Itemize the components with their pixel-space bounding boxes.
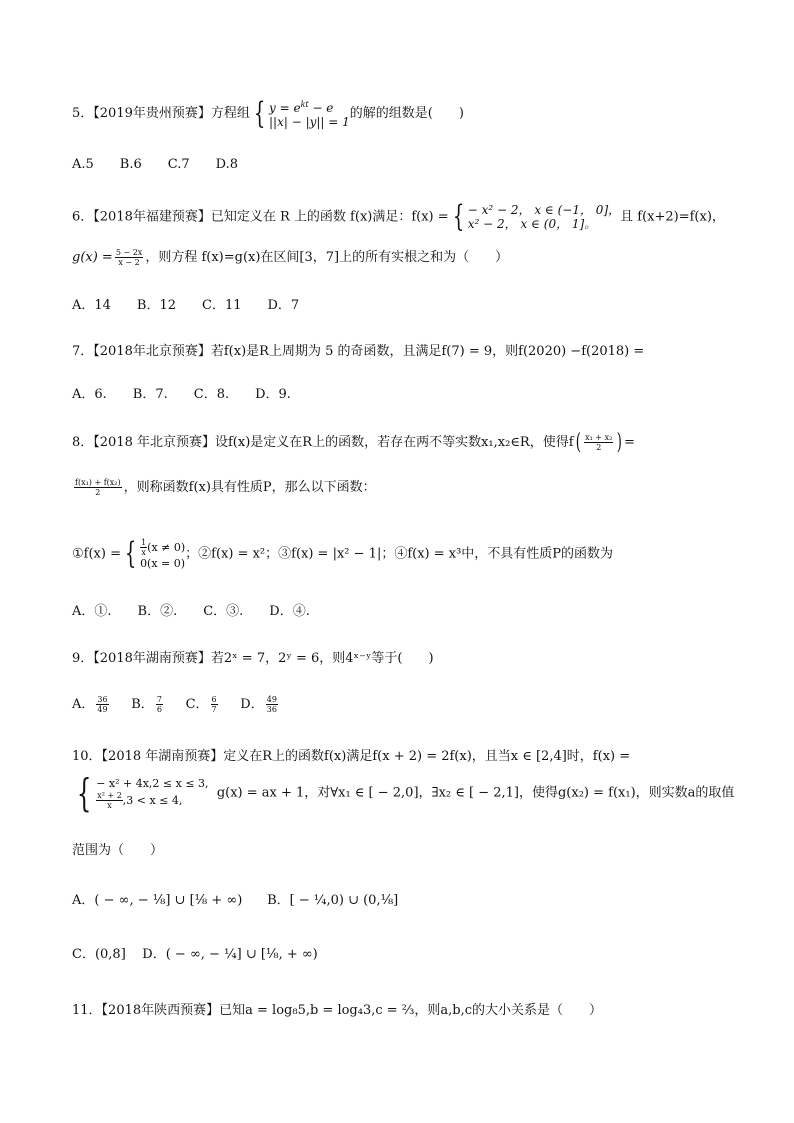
q10-piecewise — [96, 776, 208, 810]
q8-fraction-1: $\frac{\text{x₁ + x₂}}{2}$ — [585, 433, 613, 452]
q6-brace: { — [452, 199, 464, 234]
q8-line1: 设f(x)是定义在R上的函数，若存在两不等实数x₁,x₂∈R，使得f — [215, 435, 574, 450]
q8-left-paren: ( — [575, 429, 581, 455]
q6-case1: − x² − 2， x ∈ (−1， 0]， — [467, 203, 621, 217]
q8-line3-post: ；②f(x) = x²；③f(x) = |x² − 1|；④f(x) = x³中，不具有性质P的函数为 — [185, 546, 614, 562]
q10-brace: { — [76, 771, 92, 815]
q10-line2-post: g(x) = ax + 1，对∀x₁ ∈ [ − 2,0]，∃x₂ ∈ [ − 2,1]，使得g(x₂) = f(x₁)，则实数a的取值 — [216, 785, 735, 801]
question-8 — [72, 429, 635, 455]
q10-option-b: B．[ − ¼,0) ∪ (0,⅛] — [267, 893, 399, 908]
q6-piecewise — [468, 203, 620, 231]
q8-source-tag: 【2018 年北京预赛】 — [93, 435, 215, 450]
q10-options-ab — [72, 892, 398, 910]
q9-stem: 若2ˣ = 7，2ʸ = 6，则4ˣ⁻ʸ等于( ) — [210, 651, 434, 666]
q10-line1: 定义在R上的函数f(x)满足f(x + 2) = 2f(x)，且当x ∈ [2,4]时，f(x) = — [223, 749, 631, 764]
question-11 — [72, 1002, 602, 1020]
q10-line3: 范围为（ ） — [72, 843, 164, 858]
q9-option-b: B． $\frac{7}{6}$ — [131, 695, 162, 714]
q7-options: A．6. B．7. C．8. D．9. — [72, 387, 291, 402]
q5-eq2: ||x| − |y|| = 1 — [268, 115, 350, 129]
q5-stem-pre: 方程组 — [210, 106, 250, 121]
q9-option-d: D． $\frac{49}{36}$ — [240, 695, 277, 714]
q8-line2-post: ，则称函数f(x)具有性质P，那么以下函数： — [123, 480, 376, 495]
q8-fraction-2: $\frac{\text{f(x₁) + f(x₂)}}{2}$ — [75, 478, 121, 497]
q6-stem-pre: 已知定义在 R 上的函数 f(x)满足：f(x) = — [210, 209, 449, 225]
q5-options: A.5 B.6 C.7 D.8 — [72, 157, 238, 172]
question-10 — [72, 748, 630, 766]
q11-stem: 已知a = log₈5,b = log₄3,c = ⅔，则a,b,c的大小关系是（ ） — [219, 1003, 603, 1018]
q8-line1-tail: = — [623, 435, 635, 450]
q10-options-cd — [72, 946, 318, 964]
q11-number: 11． — [72, 1003, 102, 1018]
question-7 — [72, 343, 644, 361]
q6-line2-post: ，则方程 f(x)=g(x)在区间[3，7]上的所有实根之和为（ ） — [145, 250, 509, 265]
q10-option-a: A．( − ∞, − ⅛] ∪ [⅛ + ∞) — [72, 893, 243, 908]
q8-case1: $\frac{1}{x}$ (x ≠ 0) — [141, 538, 186, 557]
q10-line2 — [72, 771, 735, 815]
q7-number: 7． — [72, 344, 94, 359]
q10-option-d: D．( − ∞, − ¼] ∪ [⅛, + ∞) — [142, 947, 318, 962]
q9-options — [72, 695, 280, 714]
q5-stem-post: 的解的组数是( ) — [349, 106, 464, 121]
q9-number: 9． — [72, 651, 94, 666]
question-5 — [72, 95, 464, 131]
q7-stem: 若f(x)是R上周期为 5 的奇函数，且满足f(7) = 9，则f(2020) −f(2018) = — [210, 344, 645, 359]
q6-source-tag: 【2018年福建预赛】 — [93, 209, 211, 225]
q9-source-tag: 【2018年湖南预赛】 — [93, 651, 211, 666]
q6-fraction: $\frac{5 - 2x}{x - 2}$ — [115, 248, 143, 267]
q8-right-paren: ) — [617, 429, 623, 455]
q5-number: 5． — [72, 106, 94, 121]
q7-source-tag: 【2018年北京预赛】 — [93, 344, 211, 359]
q8-options: A．①. B．②. C．③. D．④. — [72, 604, 310, 619]
q5-brace: { — [253, 95, 266, 131]
q6-stem-post: 且 f(x+2)=f(x)， — [620, 209, 725, 225]
q5-source-tag: 【2019年贵州预赛】 — [93, 106, 211, 121]
q10-case1: − x² + 4x,2 ≤ x ≤ 3, — [96, 777, 209, 790]
q8-brace: { — [124, 536, 137, 571]
q8-line3 — [72, 538, 613, 570]
q10-option-c: C．(0,8] — [72, 947, 126, 962]
q10-source-tag: 【2018 年湖南预赛】 — [101, 749, 224, 764]
q5-equation-system — [269, 98, 350, 129]
q6-line2 — [72, 248, 508, 267]
q9-option-c: C． $\frac{6}{7}$ — [185, 695, 217, 714]
question-9 — [72, 650, 434, 668]
q8-number: 8． — [72, 435, 94, 450]
q11-source-tag: 【2018年陕西预赛】 — [101, 1003, 220, 1018]
q8-line2 — [72, 478, 376, 497]
question-6 — [72, 199, 725, 234]
q10-case2: $\frac{\text{x² + 2}}{x}$ ,3 < x ≤ 4, — [97, 791, 183, 810]
q8-case2: 0(x = 0) — [140, 557, 186, 570]
q10-number: 10． — [72, 749, 102, 764]
q8-piecewise — [140, 538, 185, 570]
q8-line3-pre: ①f(x) = — [72, 546, 121, 562]
q6-number: 6． — [72, 209, 94, 225]
q6-gx: g(x) = — [72, 250, 113, 265]
q6-options: A．14 B．12 C．11 D．7 — [72, 298, 300, 313]
q6-case2: x² − 2， x ∈ (0， 1]。 — [467, 217, 597, 231]
q5-eq1: $y = e^{kt} - e$ — [268, 100, 334, 115]
q9-option-a: A． $\frac{36}{49}$ — [72, 695, 108, 714]
